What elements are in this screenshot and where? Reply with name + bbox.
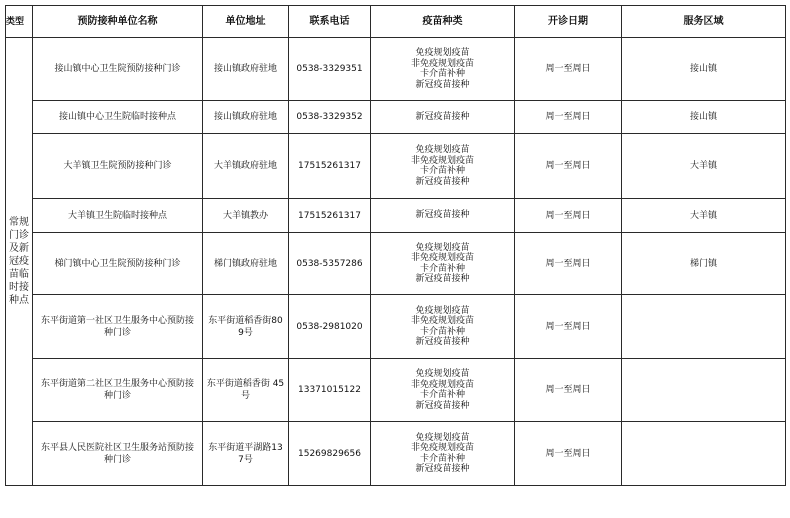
vaccine-line: 非免疫规划疫苗 — [410, 379, 474, 390]
table-row — [6, 134, 786, 199]
vaccination-sites-table-sheet — [5, 5, 785, 513]
vaccines-cell — [371, 422, 515, 486]
table-row — [6, 101, 786, 134]
phone-cell: 13371015122 — [289, 359, 371, 422]
vaccine-line: 卡介苗补种 — [419, 263, 465, 274]
header-phone: 联系电话 — [289, 6, 371, 38]
vaccine-line: 非免疫规划疫苗 — [410, 58, 474, 69]
header-type: 类型 — [6, 6, 33, 38]
address-cell: 东平街道平湖路137号 — [203, 422, 289, 486]
vaccine-line: 新冠疫苗接种 — [415, 111, 470, 122]
area-cell: 梯门镇 — [622, 233, 786, 295]
table-row — [6, 199, 786, 233]
unit-name-cell: 接山镇中心卫生院临时接种点 — [33, 101, 203, 134]
vaccines-cell — [371, 134, 515, 199]
unit-name-cell: 东平街道第二社区卫生服务中心预防接种门诊 — [33, 359, 203, 422]
table-header-row — [6, 6, 786, 38]
vaccine-line: 免疫规划疫苗 — [415, 432, 470, 443]
vaccine-line: 免疫规划疫苗 — [415, 145, 470, 155]
area-cell: 接山镇 — [622, 38, 786, 101]
vaccine-line: 新冠疫苗接种 — [415, 337, 470, 347]
area-cell: 大羊镇 — [622, 134, 786, 199]
area-cell: 大羊镇 — [622, 199, 786, 233]
area-cell — [622, 359, 786, 422]
vaccine-line: 新冠疫苗接种 — [415, 274, 470, 284]
vaccines-cell — [371, 199, 515, 233]
unit-name-cell: 东平街道第一社区卫生服务中心预防接种门诊 — [33, 295, 203, 359]
vaccine-line: 非免疫规划疫苗 — [410, 253, 474, 263]
unit-name-cell: 梯门镇中心卫生院预防接种门诊 — [33, 233, 203, 295]
header-area: 服务区域 — [622, 6, 786, 38]
table-row — [6, 295, 786, 359]
vaccine-line: 非免疫规划疫苗 — [410, 155, 474, 166]
unit-name-cell: 大羊镇卫生院临时接种点 — [33, 199, 203, 233]
table-row — [6, 38, 786, 101]
address-cell: 梯门镇政府驻地 — [203, 233, 289, 295]
vaccine-line: 卡介苗补种 — [419, 326, 465, 337]
phone-cell: 0538-3329351 — [289, 38, 371, 101]
vaccines-cell — [371, 38, 515, 101]
vaccine-line: 新冠疫苗接种 — [415, 210, 470, 221]
vaccine-line: 非免疫规划疫苗 — [410, 443, 474, 453]
vaccine-line: 免疫规划疫苗 — [415, 48, 470, 58]
category-cell: 常规门诊及新冠疫苗临时接种点 — [6, 38, 33, 486]
table-row — [6, 422, 786, 486]
area-cell — [622, 422, 786, 486]
address-cell: 东平街道稻香街 45 号 — [203, 359, 289, 422]
unit-name-cell: 东平县人民医院社区卫生服务站预防接种门诊 — [33, 422, 203, 486]
vaccines-cell — [371, 101, 515, 134]
header-unit-name: 预防接种单位名称 — [33, 6, 203, 38]
header-vaccines: 疫苗种类 — [371, 6, 515, 38]
vaccine-line: 非免疫规划疫苗 — [410, 316, 474, 326]
vaccine-line: 免疫规划疫苗 — [415, 369, 470, 379]
phone-cell: 15269829656 — [289, 422, 371, 486]
table-row — [6, 233, 786, 295]
address-cell: 东平街道稻香街809号 — [203, 295, 289, 359]
vaccine-line: 新冠疫苗接种 — [415, 464, 470, 474]
hours-cell: 周一至周日 — [515, 422, 622, 486]
hours-cell: 周一至周日 — [515, 134, 622, 199]
address-cell: 大羊镇政府驻地 — [203, 134, 289, 199]
address-cell: 大羊镇教办 — [203, 199, 289, 233]
area-cell: 接山镇 — [622, 101, 786, 134]
vaccine-line: 卡介苗补种 — [419, 453, 465, 464]
address-cell: 接山镇政府驻地 — [203, 38, 289, 101]
vaccine-line: 新冠疫苗接种 — [415, 79, 470, 90]
phone-cell: 17515261317 — [289, 199, 371, 233]
hours-cell: 周一至周日 — [515, 38, 622, 101]
header-address: 单位地址 — [203, 6, 289, 38]
table-row — [6, 359, 786, 422]
phone-cell: 0538-3329352 — [289, 101, 371, 134]
vaccine-line: 卡介苗补种 — [419, 69, 465, 79]
phone-cell: 0538-5357286 — [289, 233, 371, 295]
vaccines-cell — [371, 233, 515, 295]
hours-cell: 周一至周日 — [515, 295, 622, 359]
header-hours: 开诊日期 — [515, 6, 622, 38]
hours-cell: 周一至周日 — [515, 233, 622, 295]
hours-cell: 周一至周日 — [515, 359, 622, 422]
vaccines-cell — [371, 359, 515, 422]
unit-name-cell: 接山镇中心卫生院预防接种门诊 — [33, 38, 203, 101]
area-cell — [622, 295, 786, 359]
vaccine-line: 卡介苗补种 — [419, 390, 465, 400]
vaccination-sites-table — [5, 5, 786, 486]
unit-name-cell: 大羊镇卫生院预防接种门诊 — [33, 134, 203, 199]
vaccine-line: 新冠疫苗接种 — [415, 400, 470, 411]
vaccines-cell — [371, 295, 515, 359]
vaccine-line: 新冠疫苗接种 — [415, 176, 470, 187]
hours-cell: 周一至周日 — [515, 101, 622, 134]
phone-cell: 17515261317 — [289, 134, 371, 199]
vaccine-line: 免疫规划疫苗 — [415, 305, 470, 316]
vaccine-line: 免疫规划疫苗 — [415, 242, 470, 253]
phone-cell: 0538-2981020 — [289, 295, 371, 359]
hours-cell: 周一至周日 — [515, 199, 622, 233]
vaccine-line: 卡介苗补种 — [419, 166, 465, 176]
address-cell: 接山镇政府驻地 — [203, 101, 289, 134]
